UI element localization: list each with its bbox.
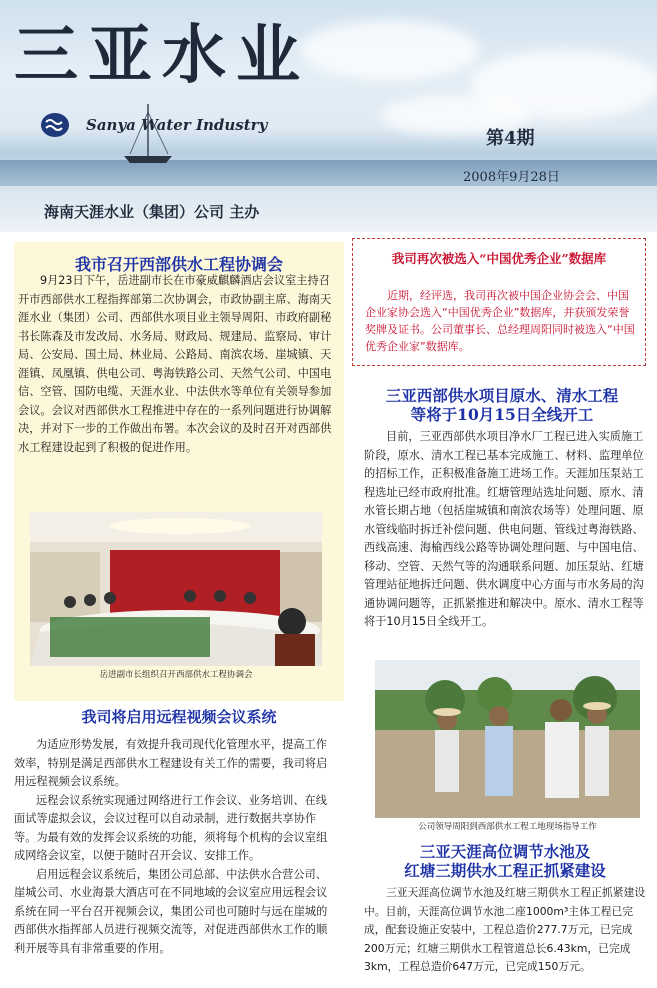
article2-paragraph: 启用远程会议系统后，集团公司总部、中法供水合营公司、崖城公司、水业海景大酒店可在不同地域的会议室应用远程会议系统在同一平台召开视频会议，集团公司也可随时与远在崖城的西部供水指挥部人员进行视频交流等，对促进西部供水工作的顺利开展等具有非常重要的作用。 [14, 867, 328, 955]
notice-paragraph: 近期，经评选，我司再次被中国企业协会会、中国企业家协会选入“中国优秀企业”数据库，并获颁发荣誉奖牌及证书。公司董事长、总经理周阳同时被选入“中国优秀企业家”数据库。 [365, 289, 635, 353]
article4-body [364, 884, 651, 977]
article3-photo-caption: 公司领导周阳到西部供水工程工地现场指导工作 [418, 822, 597, 832]
issue-date: 2008年9月28日 [463, 170, 560, 185]
article4-title-line1: 三亚天涯高位调节水池及 [419, 842, 591, 861]
meeting-photo-illustration [30, 512, 322, 666]
article3-title-line1: 三亚西部供水项目原水、清水工程 [385, 386, 619, 405]
article2-title: 我司将启用远程视频会议系统 [81, 708, 277, 726]
article3-title [352, 386, 652, 424]
notice-body [365, 287, 635, 355]
article4-paragraph: 三亚天涯高位调节水池及红塘三期供水工程正抓紧建设中。目前，天涯高位调节水池二座1000m³主体工程已完成，配套设施正安装中，工程总造价277.7万元，已完成200万元；红塘三期供水工程管道总长6.43km，已完成3km，工程总造价647万元，已完成150万元。 [364, 886, 646, 973]
article3-photo [375, 660, 640, 818]
article2-body [14, 736, 338, 958]
article4-title [360, 842, 650, 880]
article4-title-line2: 红塘三期供水工程正抓紧建设 [404, 861, 606, 880]
article1-paragraph: 9月23日下午，岳进副市长在市豪威麒麟酒店会议室主持召开市西部供水工程指挥部第二次协调会，市政协副主席、海南天涯水业（集团）公司、西部供水项目业主领导周阳、市政府副秘书长陈森及市发改局、水务局、财政局、规建局、监察局、审计局、公安局、国土局、林业局、公路局、南滨农场、崖城镇、天涯镇、凤凰镇、供电公司、粤海铁路公司、天然气公司、中国电信、空管、国防电缆、天涯水业、中法供水等单位有关领导参加会议。会议对西部供水工程推进中存在的一系列问题进行协调解决，并对下一步的工作做出布署。本次会议的及时召开对西部供水工程建设起到了积极的促进作用。 [18, 274, 332, 454]
article2-paragraph: 远程会议系统实现通过网络进行工作会议、业务培训、在线面试等虚拟会议，会议过程可以自动录制，进行数据共享协作等。为最有效的发挥会议系统的功能，须将每个机构的会议室组成网络会议室，以便于随时召开会议、安排工作。 [14, 793, 328, 862]
article1-body [18, 272, 338, 457]
article1-title: 我市召开西部供水工程协调会 [74, 255, 283, 274]
article1-photo-caption: 岳进副市长组织召开西部供水工程协调会 [99, 670, 253, 680]
brand-english: Sanya Water Industry [86, 116, 268, 134]
notice-title: 我司再次被选入“中国优秀企业”数据库 [391, 251, 607, 266]
notice-box [352, 238, 646, 366]
sponsor-line: 海南天涯水业（集团）公司 主办 [44, 203, 260, 221]
article2-paragraph: 为适应形势发展，有效提升我司现代化管理水平，提高工作效率，特别是满足西部供水工程建设有关工作的需要，我司将启用远程视频会议系统。 [14, 738, 328, 788]
article3-body [364, 428, 649, 632]
masthead-title: 三亚水业 [14, 18, 310, 93]
article1-photo [30, 512, 322, 666]
issue-number: 第4期 [486, 128, 535, 149]
article3-paragraph: 目前，三亚西部供水项目净水厂工程已进入实质施工阶段，原水、清水工程已基本完成施工、材料、监理单位的招标工作，正积极准备施工进场工作。天涯加压泵站工程选址已经市政府批准。红塘管理站选址问题、原水、清水管长期占地（包括崖城镇和南滨农场等）处理问题、原水管线临时拆迁补偿问题、供电问题、管线过粤海铁路、西线高速、海榆西线公路等协调处理问题、与中国电信、移动、空管、天然气等的沟通联系问题、加压泵站、红塘管理站征地拆迁问题、供水调度中心方面与市水务局的沟通协调问题等，正抓紧推进和解决中。原水、清水工程等将于10月15日全线开工。 [364, 430, 644, 628]
company-logo-icon [40, 112, 70, 138]
site-visit-photo-illustration [375, 660, 640, 818]
masthead-banner [0, 0, 657, 232]
article3-title-line2: 等将于10月15日全线开工 [410, 405, 594, 424]
cloud [300, 20, 480, 80]
